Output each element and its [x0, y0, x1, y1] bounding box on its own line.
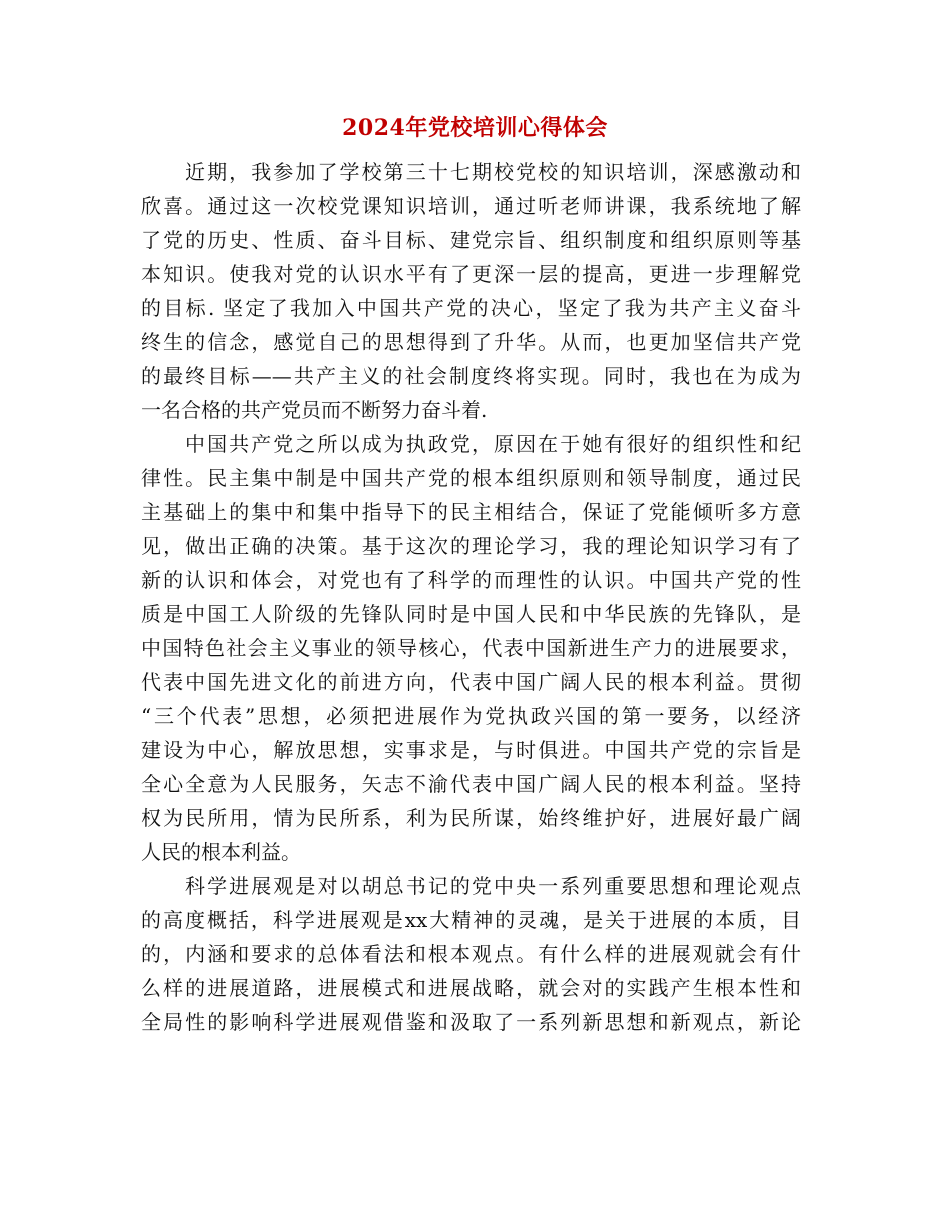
paragraph-3	[141, 869, 801, 1039]
text-line: 近期，我参加了学校第三十七期校党校的知识培训，深感激动和	[185, 160, 801, 184]
text-line: 的，内涵和要求的总体看法和根本观点。有什么样的进展观就会有什	[141, 942, 801, 966]
paragraph-1	[141, 155, 801, 427]
text-line: 终生的信念，感觉自己的思想得到了升华。从而，也更加坚信共产党	[141, 330, 801, 354]
text-line: 律性。民主集中制是中国共产党的根本组织原则和领导制度，通过民	[141, 466, 801, 490]
document-title: 2024年党校培训心得体会	[342, 115, 608, 141]
text-line: 见，做出正确的决策。基于这次的理论学习，我的理论知识学习有了	[141, 534, 801, 558]
text-line: 的目标. 坚定了我加入中国共产党的决心，坚定了我为共产主义奋斗	[141, 296, 801, 320]
text-line: 全局性的影响科学进展观借鉴和汲取了一系列新思想和新观点，新论	[141, 1010, 801, 1034]
text-line: 么样的进展道路，进展模式和进展战略，就会对的实践产生根本性和	[141, 976, 801, 1000]
text-line: 了党的历史、性质、奋斗目标、建党宗旨、组织制度和组织原则等基	[141, 228, 801, 252]
text-line: 建设为中心，解放思想，实事求是，与时俱进。中国共产党的宗旨是	[141, 738, 801, 762]
text-line: 中国特色社会主义事业的领导核心，代表中国新进生产力的进展要求，	[141, 636, 801, 660]
text-line: 本知识。使我对党的认识水平有了更深一层的提高，更进一步理解党	[141, 262, 801, 286]
text-line: 主基础上的集中和集中指导下的民主相结合，保证了党能倾听多方意	[141, 500, 801, 524]
text-line: 代表中国先进文化的前进方向，代表中国广阔人民的根本利益。贯彻	[141, 670, 801, 694]
text-line: 人民的根本利益。	[141, 840, 301, 864]
text-line: 权为民所用，情为民所系，利为民所谋，始终维护好，进展好最广阔	[141, 806, 801, 830]
text-line: 科学进展观是对以胡总书记的党中央一系列重要思想和理论观点	[185, 874, 801, 898]
text-line: 一名合格的共产党员而不断努力奋斗着.	[141, 398, 488, 422]
text-line: 全心全意为人民服务，矢志不渝代表中国广阔人民的根本利益。坚持	[141, 772, 801, 796]
text-line: 新的认识和体会，对党也有了科学的而理性的认识。中国共产党的性	[141, 568, 801, 592]
text-line: “三个代表”思想，必须把进展作为党执政兴国的第一要务，以经济	[141, 704, 801, 728]
text-line: 质是中国工人阶级的先锋队同时是中国人民和中华民族的先锋队，是	[141, 602, 801, 626]
text-line: 欣喜。通过这一次校党课知识培训，通过听老师讲课，我系统地了解	[141, 194, 801, 218]
document-body	[141, 155, 801, 1039]
text-line: 的最终目标——共产主义的社会制度终将实现。同时，我也在为成为	[141, 364, 801, 388]
text-line: 的高度概括，科学进展观是xx大精神的灵魂，是关于进展的本质，目	[141, 908, 801, 932]
text-line: 中国共产党之所以成为执政党，原因在于她有很好的组织性和纪	[185, 432, 801, 456]
paragraph-2	[141, 427, 801, 869]
